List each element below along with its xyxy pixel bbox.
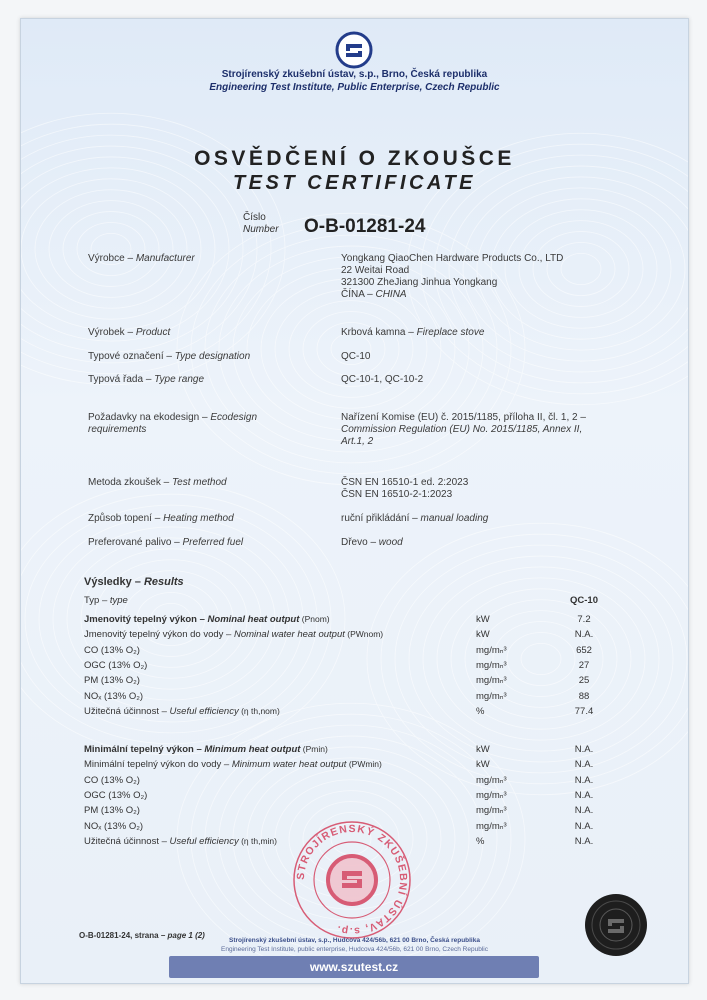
manufacturer-value	[341, 253, 631, 301]
title-cz: OSVĚDČENÍ O ZKOUŠCE	[194, 147, 515, 170]
label-en: Nominal water heat output	[233, 629, 345, 641]
product-value	[341, 327, 631, 339]
row-unit: mg/mₙ³	[476, 675, 507, 687]
row-value: N.A.	[574, 759, 594, 771]
label-cz: OGC (13% O₂)	[84, 789, 148, 801]
row-unit: mg/mₙ³	[476, 690, 507, 702]
results-type-row	[84, 595, 644, 607]
row-unit: mg/mₙ³	[476, 789, 507, 801]
label-en: Type designation	[174, 351, 251, 362]
fuel-value	[341, 537, 631, 549]
country-en: CHINA	[375, 289, 407, 300]
label-cz: PM (13% O₂)	[84, 675, 140, 687]
results-row	[84, 775, 644, 787]
row-unit: mg/mₙ³	[476, 774, 507, 786]
value-en-line2: Art.1, 2	[341, 436, 374, 447]
label-cz: Požadavky na ekodesign –	[88, 412, 211, 423]
row-value: N.A.	[574, 774, 594, 786]
label-en: Product	[135, 327, 171, 338]
label-cz: Výrobek –	[88, 327, 136, 338]
results-row	[84, 744, 644, 756]
fuel-label	[88, 537, 318, 549]
number-label-en: Number	[243, 224, 279, 235]
results-row	[84, 629, 644, 641]
row-unit: kW	[476, 614, 490, 625]
row-value: 652	[576, 644, 592, 656]
results-row	[84, 759, 644, 771]
row-value: N.A.	[574, 805, 594, 817]
label-cz: Užitečná účinnost –	[84, 835, 170, 847]
number-label	[243, 212, 279, 236]
type-value: QC-10	[570, 595, 598, 606]
row-label	[84, 821, 143, 832]
stamp-text: STROJÍRENSKÝ ZKUŠEBNÍ ÚSTAV, s.p.	[294, 822, 410, 938]
label-en: Type range	[154, 374, 204, 385]
label-en: Ecodesign	[210, 412, 258, 423]
szu-logo-icon	[335, 31, 373, 69]
row-label	[84, 629, 383, 640]
label-symbol: (η th,min)	[238, 835, 277, 846]
label-en: Minimum heat output	[204, 744, 301, 755]
results-row	[84, 706, 644, 718]
label-en: Useful efficiency	[169, 835, 239, 847]
row-label	[84, 759, 382, 770]
row-label	[84, 744, 328, 755]
test-standard: ČSN EN 16510-1 ed. 2:2023	[341, 477, 469, 488]
country-cz: ČÍNA –	[341, 289, 376, 300]
label-cz: NOₓ (13% O₂)	[84, 820, 144, 832]
heating-method-label	[88, 513, 318, 525]
row-unit: kW	[476, 629, 490, 641]
row-label	[84, 660, 147, 671]
value-en: wood	[378, 537, 403, 548]
ecodesign-label	[88, 412, 318, 436]
label-cz: Jmenovitý tepelný výkon –	[84, 614, 208, 625]
title-en: TEST CERTIFICATE	[232, 172, 477, 194]
label-en: Manufacturer	[135, 253, 195, 264]
value-en: manual loading	[420, 513, 489, 524]
results-row	[84, 614, 644, 626]
label-cz: PM (13% O₂)	[84, 805, 140, 817]
row-label	[84, 790, 147, 801]
manufacturer-line: Yongkang QiaoChen Hardware Products Co., LTD	[341, 253, 564, 264]
row-unit: mg/mₙ³	[476, 644, 507, 656]
test-method-value	[341, 477, 631, 501]
value-cz: Nařízení Komise (EU) č. 2015/1185, příloha II, čl. 1, 2 –	[341, 412, 586, 423]
row-value: 88	[578, 690, 590, 702]
footer-address-cz: Strojírenský zkušební ústav, s.p., Hudcova 424/56b, 621 00 Brno, Česká republika	[229, 937, 480, 944]
type-range-value: QC-10-1, QC-10-2	[341, 374, 424, 385]
row-unit: %	[476, 835, 485, 847]
value-en: Fireplace stove	[416, 327, 485, 338]
results-row	[84, 675, 644, 687]
row-label	[84, 675, 140, 686]
label-cz: Užitečná účinnost –	[84, 705, 170, 717]
heading-cz: Výsledky –	[84, 576, 144, 588]
results-row	[84, 805, 644, 817]
label-en-line2: requirements	[88, 424, 147, 435]
row-unit: %	[476, 705, 485, 717]
row-value: 25	[578, 675, 590, 687]
label-symbol: (PWmin)	[346, 759, 382, 770]
row-unit: kW	[476, 759, 490, 771]
certificate-number: O-B-01281-24	[304, 216, 426, 237]
footer-address-en: Engineering Test Institute, public enterprise, Hudcova 424/56b, 621 00 Brno, Czech Republic	[221, 946, 488, 953]
row-value: 7.2	[577, 614, 591, 625]
row-label	[84, 614, 330, 625]
label-en: Preferred fuel	[182, 537, 244, 548]
row-value: 77.4	[574, 705, 594, 717]
institute-name-en: Engineering Test Institute, Public Enterprise, Czech Republic	[209, 82, 500, 93]
label-cz: Metoda zkoušek –	[88, 477, 172, 488]
manufacturer-line: 321300 ZheJiang Jinhua Yongkang	[341, 277, 498, 288]
row-label	[84, 706, 280, 717]
label-cz: Způsob topení –	[88, 513, 164, 524]
row-unit: kW	[476, 744, 490, 755]
label-symbol: (Pnom)	[299, 614, 330, 624]
label-en: type	[109, 595, 128, 606]
row-value: N.A.	[574, 629, 594, 641]
row-unit: mg/mₙ³	[476, 820, 507, 832]
label-symbol: (Pmin)	[300, 744, 328, 754]
results-row	[84, 660, 644, 672]
results-row	[84, 691, 644, 703]
row-label	[84, 836, 277, 847]
certificate-sheet	[20, 18, 689, 984]
results-heading	[84, 576, 184, 588]
type-label	[84, 595, 128, 606]
label-cz: Typové označení –	[88, 351, 175, 362]
row-label	[84, 645, 140, 656]
value-cz: Krbová kamna –	[341, 327, 417, 338]
row-label	[84, 805, 140, 816]
row-label	[84, 775, 140, 786]
label-en: Test method	[171, 477, 227, 488]
page-prefix: O-B-01281-24, strana –	[79, 931, 168, 940]
row-value: N.A.	[574, 820, 594, 832]
type-range-label	[88, 374, 318, 386]
heating-method-value	[341, 513, 631, 525]
label-cz: NOₓ (13% O₂)	[84, 690, 144, 702]
manufacturer-label	[88, 253, 318, 265]
stamp-logo-icon	[291, 819, 413, 941]
test-method-label	[88, 477, 318, 489]
number-label-cz: Číslo	[243, 212, 266, 223]
value-cz: ruční přikládání –	[341, 513, 421, 524]
ecodesign-value	[341, 412, 631, 448]
institute-name-cz: Strojírenský zkušební ústav, s.p., Brno, Česká republika	[221, 69, 488, 80]
manufacturer-country	[341, 289, 631, 301]
row-value: 27	[578, 659, 590, 671]
label-symbol: (PWnom)	[344, 629, 384, 640]
label-en: Useful efficiency	[169, 705, 239, 717]
row-value: N.A.	[574, 744, 594, 755]
label-cz: Výrobce –	[88, 253, 136, 264]
heading-en: Results	[143, 576, 184, 588]
type-designation-label	[88, 351, 318, 363]
label-en: Nominal heat output	[207, 614, 300, 625]
label-cz: Minimální tepelný výkon do vody –	[84, 759, 232, 771]
results-row	[84, 645, 644, 657]
label-symbol: (η th,nom)	[238, 705, 280, 716]
row-unit: mg/mₙ³	[476, 659, 507, 671]
row-unit: mg/mₙ³	[476, 805, 507, 817]
page-en: page 1 (2)	[167, 931, 205, 940]
value-cz: Dřevo –	[341, 537, 379, 548]
label-cz: Preferované palivo –	[88, 537, 183, 548]
type-designation-value: QC-10	[341, 351, 371, 362]
value-en: Commission Regulation (EU) No. 2015/1185, Annex II,	[341, 424, 583, 435]
label-cz: Minimální tepelný výkon –	[84, 744, 205, 755]
label-cz: CO (13% O₂)	[84, 644, 140, 656]
label-cz: Typ –	[84, 595, 110, 606]
label-en: Minimum water heat output	[231, 759, 347, 771]
row-label	[84, 691, 143, 702]
label-cz: Jmenovitý tepelný výkon do vody –	[84, 629, 234, 641]
label-en: Heating method	[163, 513, 234, 524]
label-cz: CO (13% O₂)	[84, 774, 140, 786]
row-value: N.A.	[574, 789, 594, 801]
label-cz: Typová řada –	[88, 374, 155, 385]
label-cz: OGC (13% O₂)	[84, 659, 148, 671]
row-value: N.A.	[574, 835, 594, 847]
test-standard: ČSN EN 16510-2-1:2023	[341, 489, 453, 500]
product-label	[88, 327, 318, 339]
results-row	[84, 790, 644, 802]
footer-website[interactable]: www.szutest.cz	[309, 960, 399, 974]
manufacturer-line: 22 Weitai Road	[341, 265, 410, 276]
